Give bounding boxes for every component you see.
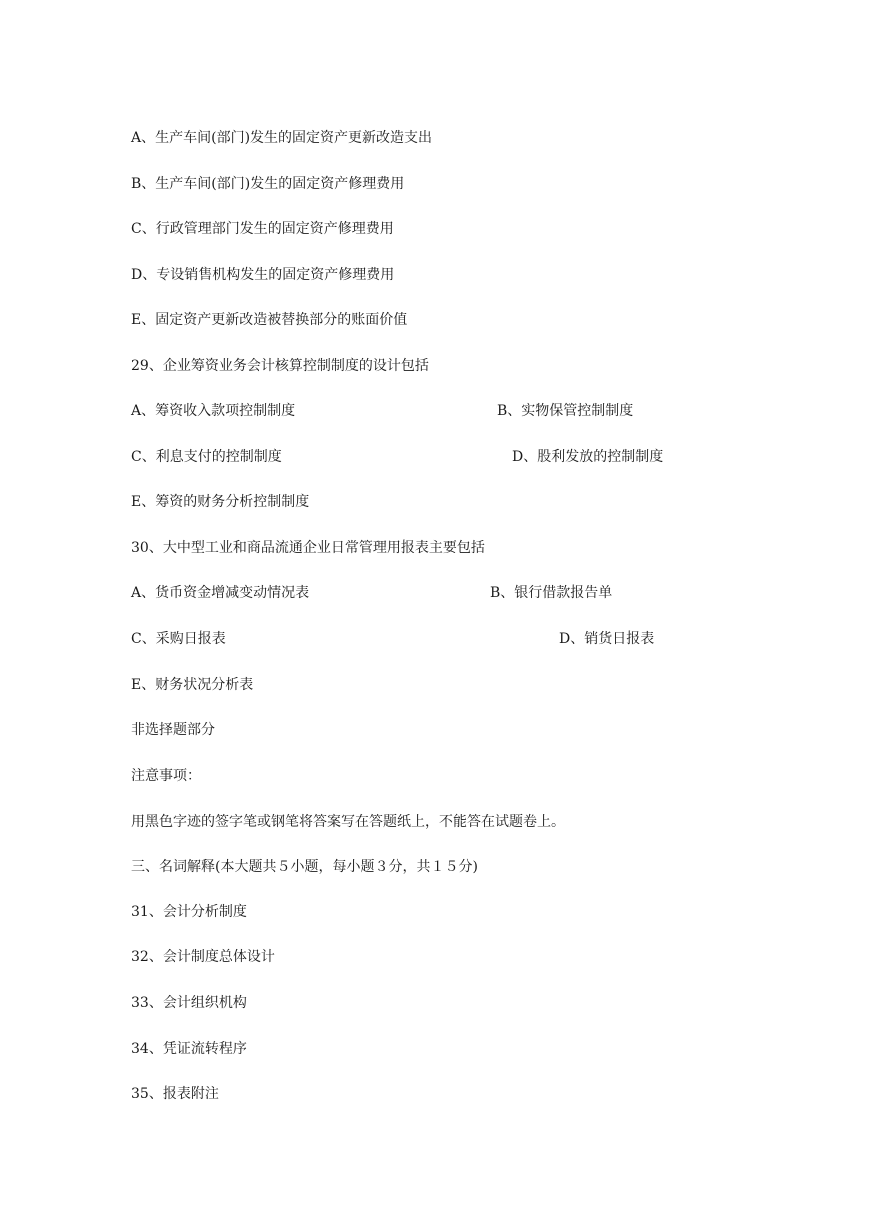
q28-option-e: E、固定资产更新改造被替换部分的账面价值 [131,312,408,328]
term-item: 33、会计组织机构 [131,995,247,1011]
q30-option-b: B、银行借款报告单 [490,585,613,601]
q29-question: 29、企业筹资业务会计核算控制制度的设计包括 [131,358,429,374]
term-item: 32、会计制度总体设计 [131,949,275,965]
q30-option-c: C、采购日报表 [131,631,226,647]
section3-title: 三、名词解释(本大题共５小题，每小题３分，共１５分) [131,859,478,875]
q30-question: 30、大中型工业和商品流通企业日常管理用报表主要包括 [131,540,485,556]
term-item: 35、报表附注 [131,1086,219,1102]
q29-option-a: A、筹资收入款项控制制度 [131,403,296,419]
q30-option-a: A、货币资金增减变动情况表 [131,585,310,601]
q29-options-row-1 [131,400,731,422]
term-item: 34、凭证流转程序 [131,1041,247,1057]
q30-options-row-1 [131,582,731,604]
q29-option-b: B、实物保管控制制度 [497,403,634,419]
non-choice-header: 非选择题部分 [131,722,215,738]
q29-option-e: E、筹资的财务分析控制制度 [131,494,310,510]
q30-option-e: E、财务状况分析表 [131,677,254,693]
q30-options-row-2 [131,628,731,650]
q28-option-a: A、生产车间(部门)发生的固定资产更新改造支出 [131,130,433,146]
q28-option-d: D、专设销售机构发生的固定资产修理费用 [131,267,395,283]
q29-option-d: D、股利发放的控制制度 [512,449,664,465]
q29-option-c: C、利息支付的控制制度 [131,449,282,465]
term-item: 31、会计分析制度 [131,904,247,920]
q28-option-c: C、行政管理部门发生的固定资产修理费用 [131,221,394,237]
notice-title: 注意事项： [131,768,201,784]
notice-text: 用黑色字迹的签字笔或钢笔将答案写在答题纸上，不能答在试题卷上。 [131,814,565,830]
q28-option-b: B、生产车间(部门)发生的固定资产修理费用 [131,176,405,192]
q29-options-row-2 [131,446,731,468]
q30-option-d: D、销货日报表 [559,631,655,647]
